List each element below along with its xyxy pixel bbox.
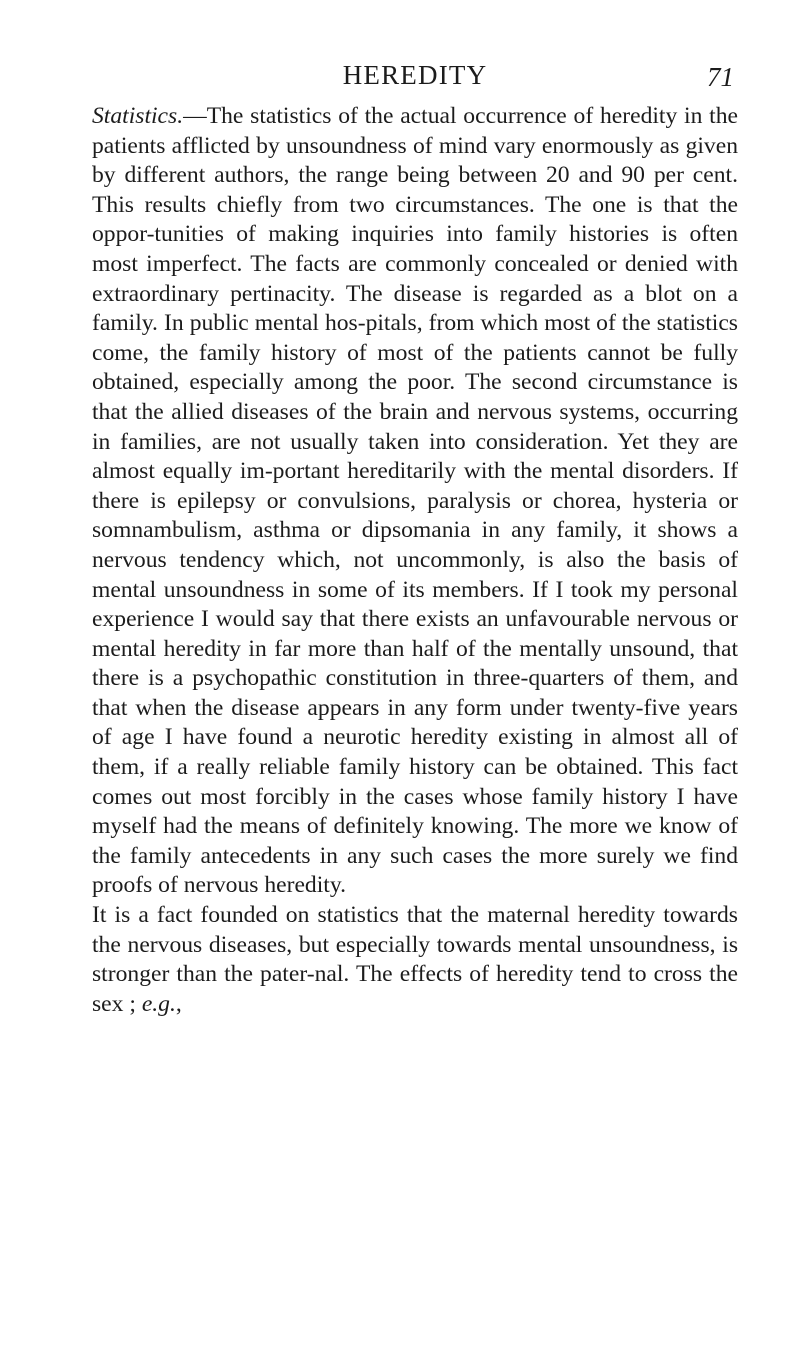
abbreviation: e.g. <box>141 990 176 1017</box>
page-number: 71 <box>707 62 734 92</box>
trailing-punctuation: , <box>175 990 182 1017</box>
paragraph-lead-in: Statistics. <box>92 103 184 129</box>
book-page <box>92 58 738 1019</box>
paragraph-maternal-heredity <box>92 901 738 1019</box>
paragraph-text: It is a fact founded on statistics that the maternal heredity towards the nervous diseases, but especially towards mental unsoundness, is stronger than the pater-nal. The effects of heredity tend to cross the sex ; <box>92 902 738 1017</box>
running-title: HEREDITY <box>342 60 488 90</box>
paragraph-statistics <box>92 102 738 901</box>
running-head <box>92 58 738 92</box>
paragraph-text: —The statistics of the actual occurrence of heredity in the patients afflicted by unsoundness of mind vary enormously as given by different authors, the range being between 20 and 90 per cent. This results chiefly from two circumstances. The one is that the oppor-tunities of making inquiries into family histories is often most imperfect. The facts are commonly concealed or denied with extraordinary pertinacity. The disease is regarded as a blot on a family. In public mental hos-pitals, from which most of the statistics come, the family history of most of the patients cannot be fully obtained, especially among the poor. The second circumstance is that the allied diseases of the brain and nervous systems, occurring in families, are not usually taken into consideration. Yet they are almost equally im-portant hereditarily with the mental disorders. If there is epilepsy or convulsions, paralysis or chorea, hysteria or somnambulism, asthma or dipsomania in any family, it shows a nervous tendency which, not uncommonly, is also the basis of mental unsoundness in some of its members. If I took my personal experience I would say that there exists an unfavourable nervous or mental heredity in far more than half of the mentally unsound, that there is a psychopathic constitution in three-quarters of them, and that when the disease appears in any form under twenty-five years of age I have found a neurotic heredity existing in almost all of them, if a really reliable family history can be obtained. This fact comes out most forcibly in the cases whose family history I have myself had the means of definitely knowing. The more we know of the family antecedents in any such cases the more surely we find proofs of nervous heredity. <box>92 103 738 899</box>
